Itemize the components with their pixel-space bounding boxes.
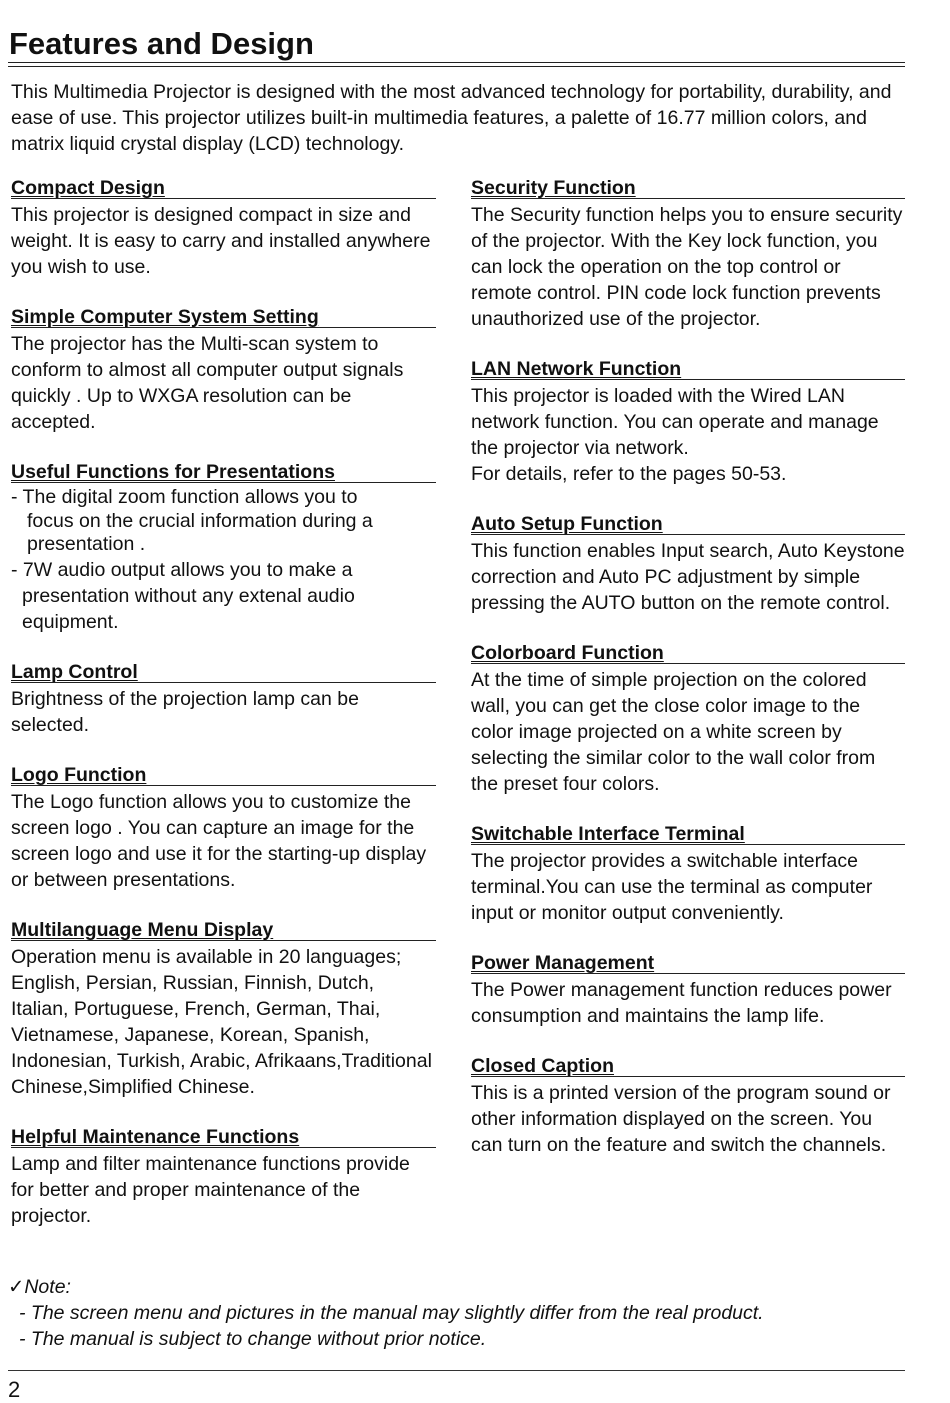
section-lamp-control	[11, 660, 436, 738]
title-divider	[8, 62, 905, 67]
left-column	[11, 176, 436, 1254]
section-logo-function	[11, 763, 436, 893]
section-closed-caption	[471, 1054, 905, 1158]
section-body: Operation menu is available in 20 languages; English, Persian, Russian, Finnish, Dutch, Italian, Portuguese, French, German, Thai, Vietnamese, Japanese, Korean, Spanish, Indonesian, Turkish, Arabic, Afrikaans,Traditional Chinese,Simplified Chinese.	[11, 945, 432, 1098]
checkmark-icon: ✓	[8, 1276, 25, 1298]
note-line: - The manual is subject to change without prior notice.	[19, 1328, 487, 1350]
section-title: Helpful Maintenance Functions	[11, 1125, 436, 1148]
section-body: This is a printed version of the program sound or other information displayed on the screen. You can turn on the feature and switch the channels.	[471, 1082, 891, 1156]
section-title: Logo Function	[11, 763, 436, 786]
bullet-item-digital-zoom	[11, 486, 436, 557]
bullet-lead: - The digital zoom function allows you to	[11, 486, 358, 508]
section-title: Simple Computer System Setting	[11, 305, 436, 328]
section-title: LAN Network Function	[471, 357, 905, 380]
note-block	[8, 1274, 908, 1352]
section-compact-design	[11, 176, 436, 280]
section-useful-functions	[11, 460, 436, 635]
section-title: Switchable Interface Terminal	[471, 822, 905, 845]
section-details: For details, refer to the pages 50-53.	[471, 463, 787, 485]
bullet-continuation: focus on the crucial information during a presentation .	[27, 509, 373, 555]
section-simple-computer-setting	[11, 305, 436, 435]
section-title: Multilanguage Menu Display	[11, 918, 436, 941]
section-body: At the time of simple projection on the colored wall, you can get the close color image to the color image projected on a white screen by selecting the similar color to the wall color from the preset four colors.	[471, 669, 876, 795]
section-switchable-interface	[471, 822, 905, 926]
section-body: The Power management function reduces power consumption and maintains the lamp life.	[471, 979, 892, 1027]
section-body: Brightness of the projection lamp can be selected.	[11, 687, 359, 736]
section-title: Closed Caption	[471, 1054, 905, 1077]
note-label: Note:	[24, 1276, 71, 1298]
section-title: Compact Design	[11, 176, 436, 199]
bullet-item-audio-output	[11, 557, 436, 635]
section-title: Useful Functions for Presentations	[11, 460, 436, 483]
bullet-lead: - 7W audio output allows you to make a	[11, 558, 353, 581]
section-body: The Logo function allows you to customize the screen logo . You can capture an image for the screen logo and use it for the starting-up display or between presentations.	[11, 790, 427, 891]
note-line: - The screen menu and pictures in the manual may slightly differ from the real product.	[19, 1302, 764, 1324]
intro-paragraph: This Multimedia Projector is designed with the most advanced technology for portability, durability, and ease of use. This projector utilizes built-in multimedia features, a palette of 16.77 million colors, and matrix liquid crystal display (LCD) technology.	[11, 81, 892, 155]
section-power-management	[471, 951, 905, 1029]
footer-divider	[8, 1370, 905, 1371]
section-title: Security Function	[471, 176, 905, 199]
page-title: Features and Design	[9, 26, 314, 61]
section-title: Colorboard Function	[471, 641, 905, 664]
section-body: The projector has the Multi-scan system to conform to almost all computer output signals quickly . Up to WXGA resolution can be accepted.	[11, 333, 404, 433]
section-body: Lamp and filter maintenance functions provide for better and proper maintenance of the projector.	[11, 1152, 410, 1227]
bullet-continuation: presentation without any extenal audio equipment.	[22, 584, 355, 633]
section-title: Auto Setup Function	[471, 512, 905, 535]
right-column	[471, 176, 905, 1183]
section-body: The Security function helps you to ensure security of the projector. With the Key lock function, you can lock the operation on the top control or remote control. PIN code lock function prevents unauthorized use of the projector.	[471, 204, 903, 330]
section-colorboard	[471, 641, 905, 797]
section-auto-setup	[471, 512, 905, 616]
section-body: This function enables Input search, Auto Keystone correction and Auto PC adjustment by simple pressing the AUTO button on the remote control.	[471, 540, 905, 614]
section-title: Lamp Control	[11, 660, 436, 683]
section-body: This projector is loaded with the Wired LAN network function. You can operate and manage the projector via network.	[471, 385, 879, 459]
section-maintenance-functions	[11, 1125, 436, 1229]
section-body: The projector provides a switchable interface terminal.You can use the terminal as computer input or monitor output conveniently.	[471, 850, 873, 924]
page-number: 2	[8, 1377, 21, 1402]
section-body: This projector is designed compact in size and weight. It is easy to carry and installed anywhere you wish to use.	[11, 204, 431, 278]
section-title: Power Management	[471, 951, 905, 974]
section-lan-network	[471, 357, 905, 487]
section-multilanguage-menu	[11, 918, 436, 1100]
section-security-function	[471, 176, 905, 332]
